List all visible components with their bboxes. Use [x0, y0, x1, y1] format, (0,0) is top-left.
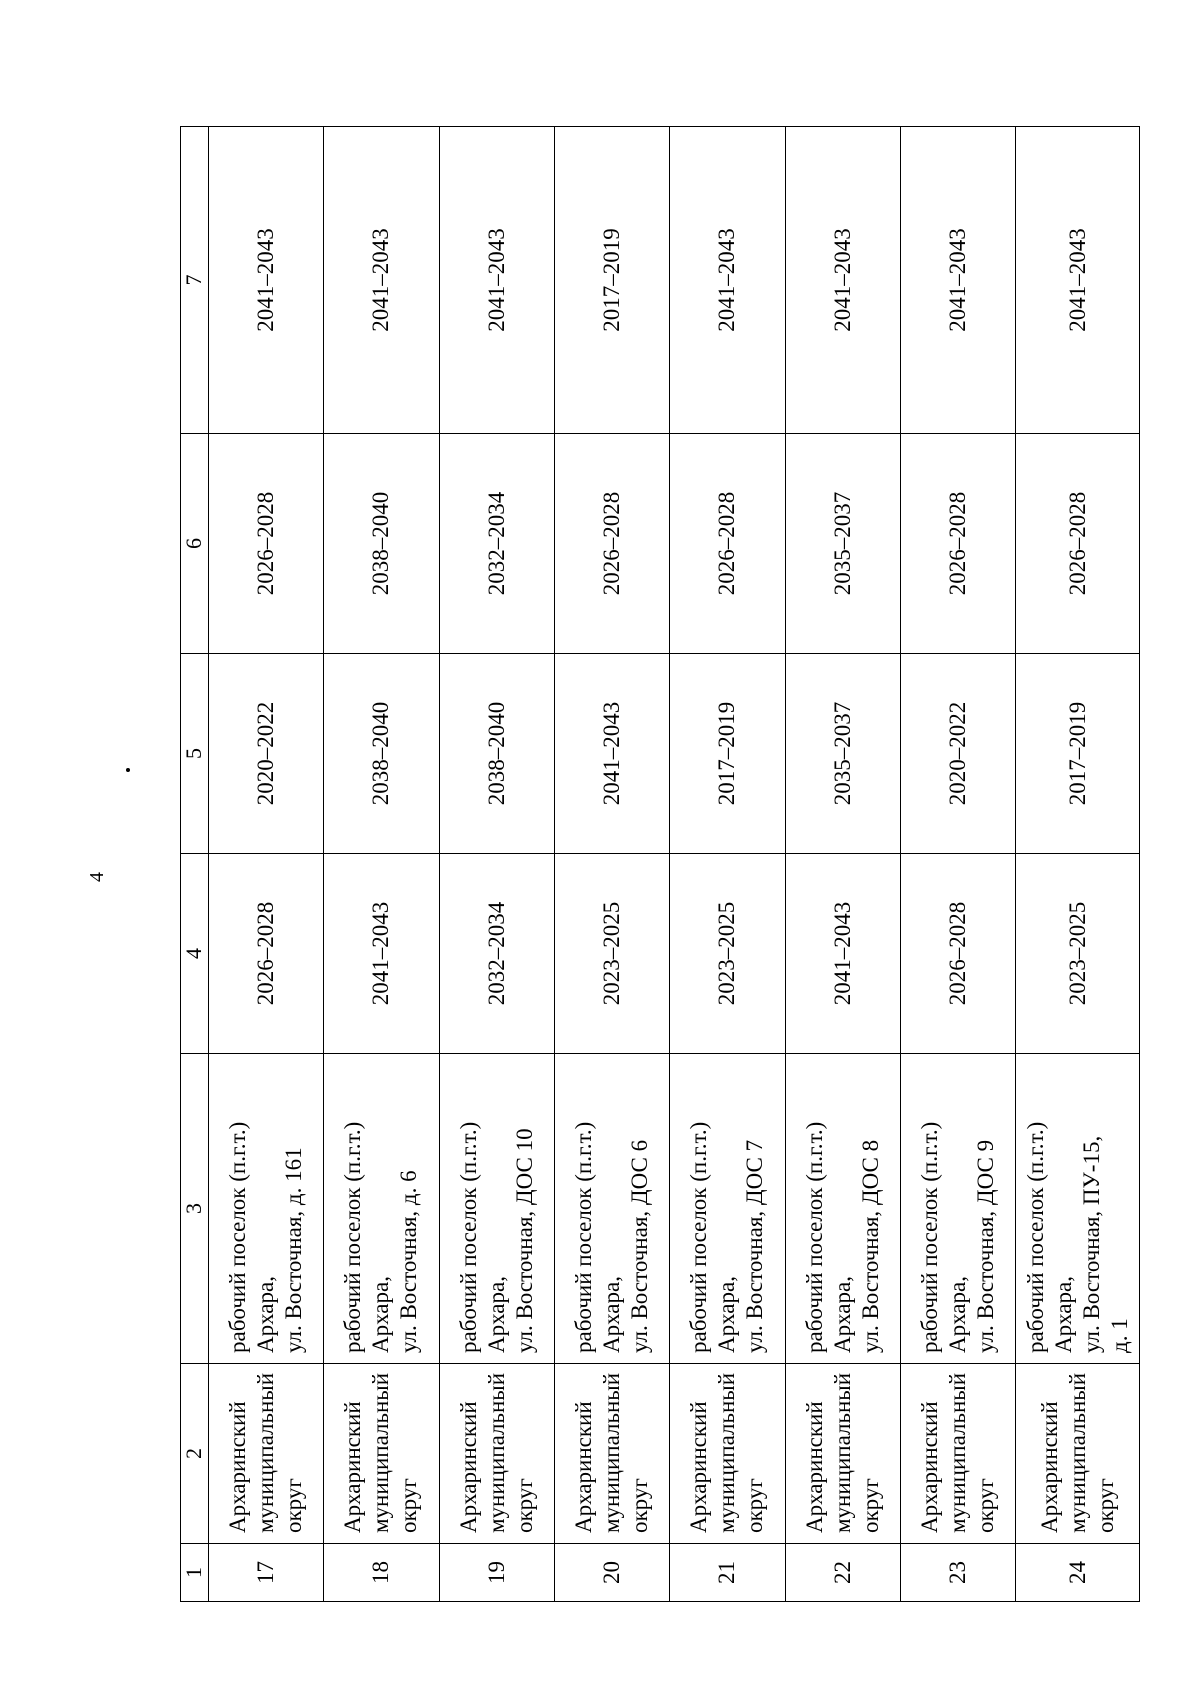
rotated-table-frame [180, 127, 1140, 1602]
table-row [208, 127, 323, 1602]
period-cell-col5: 2017–2019 [670, 654, 785, 854]
period-cell-col4: 2041–2043 [324, 854, 439, 1054]
table-row [785, 127, 900, 1602]
address-line: ул. Восточная, ДОС 10 [511, 1128, 537, 1353]
address-cell [324, 1054, 439, 1364]
period-cell-col7: 2041–2043 [670, 127, 785, 434]
period-cell-col5: 2017–2019 [1016, 654, 1140, 854]
period-cell-col4: 2023–2025 [670, 854, 785, 1054]
row-number-cell: 20 [554, 1544, 669, 1602]
address-line: рабочий поселок (п.г.т.) [1022, 1121, 1048, 1353]
period-cell-col6: 2038–2040 [324, 434, 439, 654]
address-cell [1016, 1054, 1140, 1364]
table-row [1016, 127, 1140, 1602]
address-cell [439, 1054, 554, 1364]
period-cell-col6: 2032–2034 [439, 434, 554, 654]
row-number-cell: 17 [208, 1544, 323, 1602]
period-cell-col4: 2026–2028 [208, 854, 323, 1054]
district-cell: Архаринский муниципальный округ [554, 1364, 669, 1544]
district-cell: Архаринский муниципальный округ [785, 1364, 900, 1544]
row-number-cell: 21 [670, 1544, 785, 1602]
period-cell-col6: 2026–2028 [900, 434, 1015, 654]
table-row [554, 127, 669, 1602]
column-header: 7 [181, 127, 209, 434]
period-cell-col6: 2026–2028 [208, 434, 323, 654]
address-line: рабочий поселок (п.г.т.) [455, 1121, 481, 1353]
table-row [439, 127, 554, 1602]
address-line: рабочий поселок (п.г.т.) [340, 1121, 366, 1353]
district-cell: Архаринский муниципальный округ [439, 1364, 554, 1544]
address-line: Архара, [714, 1276, 740, 1353]
district-cell: Архаринский муниципальный округ [208, 1364, 323, 1544]
stray-dot [126, 768, 130, 772]
address-cell [670, 1054, 785, 1364]
district-cell: Архаринский муниципальный округ [324, 1364, 439, 1544]
address-line: ул. Восточная, ДОС 9 [973, 1139, 999, 1353]
period-cell-col4: 2023–2025 [554, 854, 669, 1054]
period-cell-col5: 2035–2037 [785, 654, 900, 854]
page-number: 4 [86, 872, 108, 882]
period-cell-col4: 2026–2028 [900, 854, 1015, 1054]
period-cell-col6: 2026–2028 [670, 434, 785, 654]
period-cell-col7: 2041–2043 [208, 127, 323, 434]
column-header: 1 [181, 1544, 209, 1602]
column-header: 4 [181, 854, 209, 1054]
address-line: ул. Восточная, д. 6 [396, 1170, 422, 1353]
period-cell-col4: 2032–2034 [439, 854, 554, 1054]
table-row [324, 127, 439, 1602]
period-cell-col7: 2041–2043 [900, 127, 1015, 434]
address-line: рабочий поселок (п.г.т.) [686, 1121, 712, 1353]
period-cell-col4: 2023–2025 [1016, 854, 1140, 1054]
row-number-cell: 22 [785, 1544, 900, 1602]
period-cell-col4: 2041–2043 [785, 854, 900, 1054]
period-cell-col7: 2041–2043 [324, 127, 439, 434]
period-cell-col5: 2038–2040 [439, 654, 554, 854]
period-cell-col6: 2026–2028 [554, 434, 669, 654]
address-cell [785, 1054, 900, 1364]
period-cell-col5: 2020–2022 [900, 654, 1015, 854]
address-line: ул. Восточная, д. 161 [281, 1147, 307, 1353]
period-cell-col6: 2026–2028 [1016, 434, 1140, 654]
row-number-cell: 23 [900, 1544, 1015, 1602]
district-cell: Архаринский муниципальный округ [900, 1364, 1015, 1544]
address-line: Архара, [252, 1276, 278, 1353]
address-line: рабочий поселок (п.г.т.) [570, 1121, 596, 1353]
address-line: Архара, [945, 1276, 971, 1353]
address-line: Архара, [1050, 1276, 1076, 1353]
address-cell [900, 1054, 1015, 1364]
period-cell-col6: 2035–2037 [785, 434, 900, 654]
column-header: 3 [181, 1054, 209, 1364]
district-cell: Архаринский муниципальный округ [1016, 1364, 1140, 1544]
row-number-cell: 19 [439, 1544, 554, 1602]
schedule-table [180, 126, 1140, 1602]
address-line: Архара, [829, 1276, 855, 1353]
address-line: рабочий поселок (п.г.т.) [224, 1121, 250, 1353]
column-header: 6 [181, 434, 209, 654]
period-cell-col7: 2041–2043 [1016, 127, 1140, 434]
header-row [181, 127, 209, 1602]
address-line: Архара, [483, 1276, 509, 1353]
address-line: ул. Восточная, ДОС 8 [857, 1139, 883, 1353]
address-line: ул. Восточная, ПУ-15, [1078, 1135, 1104, 1353]
period-cell-col5: 2038–2040 [324, 654, 439, 854]
period-cell-col7: 2041–2043 [785, 127, 900, 434]
address-line: ул. Восточная, ДОС 6 [627, 1139, 653, 1353]
row-number-cell: 18 [324, 1544, 439, 1602]
period-cell-col5: 2041–2043 [554, 654, 669, 854]
district-cell: Архаринский муниципальный округ [670, 1364, 785, 1544]
address-line: ул. Восточная, ДОС 7 [742, 1139, 768, 1353]
table-row [670, 127, 785, 1602]
address-line: Архара, [599, 1276, 624, 1353]
column-header: 2 [181, 1364, 209, 1544]
row-number-cell: 24 [1016, 1544, 1140, 1602]
address-cell [554, 1054, 669, 1364]
table-row [900, 127, 1015, 1602]
column-header: 5 [181, 654, 209, 854]
address-line: Архара, [368, 1276, 394, 1353]
period-cell-col5: 2020–2022 [208, 654, 323, 854]
address-line: рабочий поселок (п.г.т.) [801, 1121, 827, 1353]
period-cell-col7: 2017–2019 [554, 127, 669, 434]
table-container [180, 127, 1140, 1602]
table-body [208, 127, 1139, 1602]
period-cell-col7: 2041–2043 [439, 127, 554, 434]
address-line: д. 1 [1106, 1318, 1132, 1353]
address-cell [208, 1054, 323, 1364]
address-line: рабочий поселок (п.г.т.) [916, 1121, 942, 1353]
